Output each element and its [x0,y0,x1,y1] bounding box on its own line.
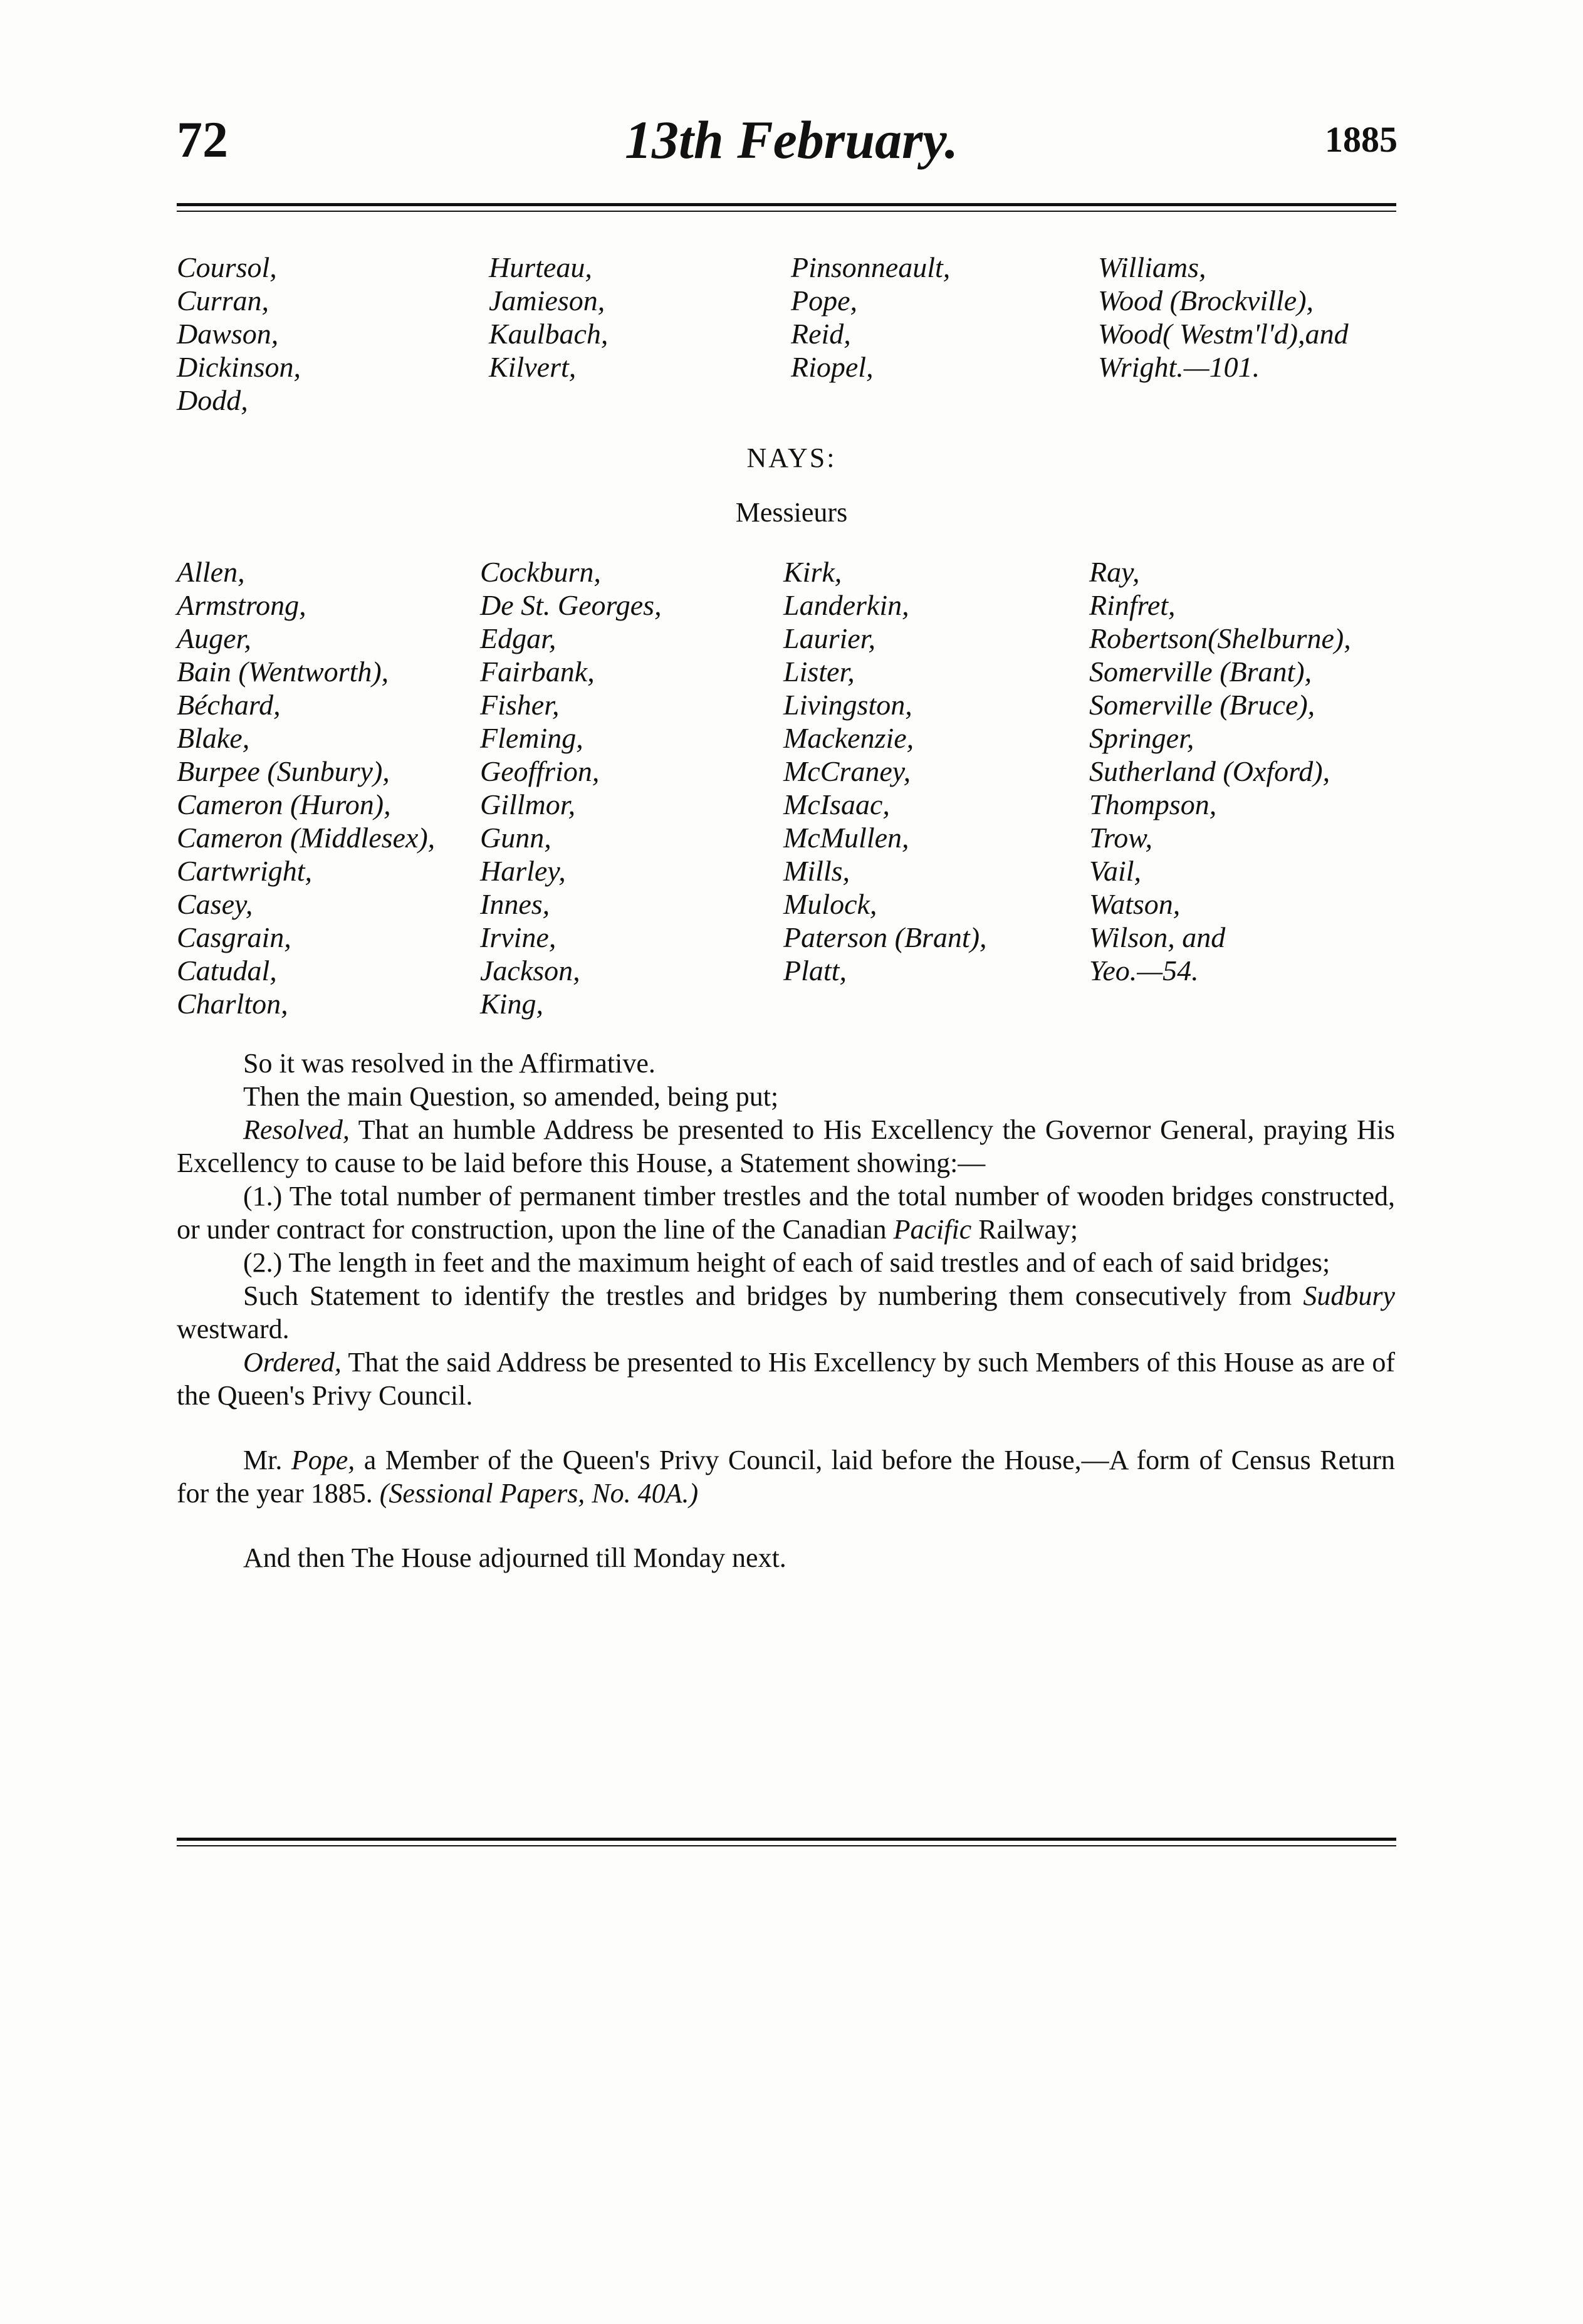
member-name: Sutherland (Oxford), [1089,755,1330,787]
paragraph-statement [177,1279,1395,1346]
yeas-column-1 [177,251,301,417]
paragraph-item-2: (2.) The length in feet and the maximum height of each of said trestles and of each of said bridges; [243,1247,1330,1278]
member-name: Gillmor, [480,788,576,820]
footer-rule-thin [177,1845,1396,1846]
member-name: Auger, [177,622,251,654]
member-name: Wood( Westm'l'd),and [1098,318,1349,350]
member-name: Fairbank, [480,656,595,688]
member-name: Bain (Wentworth), [177,656,389,688]
member-name: McMullen, [783,822,909,854]
member-name: Laurier, [783,622,875,654]
member-name: Watson, [1089,888,1181,920]
member-name: Casgrain, [177,921,291,953]
member-name: Casey, [177,888,253,920]
statement-italic: Sudbury [1303,1280,1395,1311]
member-name: Hurteau, [489,251,592,283]
member-name: Somerville (Bruce), [1089,689,1315,721]
member-name: Gunn, [480,822,551,854]
nays-column-4 [1089,555,1351,987]
member-name: De St. Georges, [480,589,662,621]
nays-heading: NAYS: [746,442,837,473]
member-name: Lister, [783,656,855,688]
census-text-b: a Member of the Queen's Privy Council, laid before the House,—A form of Census Return for the year 1885. [177,1445,1395,1509]
member-name: Riopel, [791,351,874,383]
member-name: Mills, [783,855,850,887]
paragraph-main-question: Then the main Question, so amended, being put; [243,1081,779,1112]
member-name: Platt, [783,955,847,987]
member-name: Kilvert, [489,351,577,383]
page-number: 72 [177,111,228,168]
member-name: Vail, [1089,855,1142,887]
member-name: Somerville (Brant), [1089,656,1312,688]
member-name: Cockburn, [480,556,601,588]
member-name: Cameron (Middlesex), [177,822,436,854]
member-name: Wood (Brockville), [1098,285,1314,317]
paragraph-census-return [177,1443,1395,1510]
nays-column-1 [177,555,435,1020]
member-name: Mackenzie, [783,722,914,754]
member-name: Béchard, [177,689,281,721]
member-name: Springer, [1089,722,1194,754]
member-name: Catudal, [177,955,277,987]
member-name: Fleming, [480,722,583,754]
page-year: 1885 [1325,119,1398,160]
statement-text-a: Such Statement to identify the trestles and bridges by numbering them consecutively from [243,1280,1303,1311]
yeas-column-3 [791,251,950,384]
member-name: King, [480,988,543,1020]
member-name: Blake, [177,722,250,754]
member-name: Dickinson, [177,351,301,383]
member-name: Edgar, [480,622,556,654]
statement-text-b: westward. [177,1314,290,1344]
member-name: Jamieson, [489,285,605,317]
member-name: Kaulbach, [489,318,609,350]
member-name: Burpee (Sunbury), [177,755,390,787]
member-name: Kirk, [783,556,842,588]
census-italic: Pope, [291,1445,355,1475]
member-name: Innes, [480,888,550,920]
page-title: 13th February. [625,110,958,170]
member-name: Charlton, [177,988,288,1020]
paragraph-resolved-affirmative: So it was resolved in the Affirmative. [243,1048,656,1079]
paragraph-adjourned: And then The House adjourned till Monday next. [243,1542,786,1573]
member-name: Ray, [1089,556,1140,588]
header-rule-thick [177,203,1396,206]
paragraph-resolved-address [177,1113,1395,1180]
header-rule-thin [177,211,1396,212]
nays-column-2 [480,555,662,1020]
paragraph-ordered [177,1346,1395,1412]
resolved-text: That an humble Address be presented to His Excellency the Governor General, praying His Excellency to cause to be laid before this House, a Statement showing:— [177,1114,1395,1178]
item-1-italic: Pacific [893,1214,972,1245]
item-1-text-a: (1.) The total number of permanent timber trestles and the total number of wooden bridges constructed, or under contract for construction, upon the line of the Canadian [177,1181,1395,1245]
yeas-column-4 [1098,251,1349,384]
member-name: Thompson, [1089,788,1217,820]
member-name: Cameron (Huron), [177,788,391,820]
member-name: Robertson(Shelburne), [1089,622,1351,654]
member-name: Allen, [177,556,245,588]
member-name: Jackson, [480,955,580,987]
ordered-text: That the said Address be presented to His Excellency by such Members of this House as are of the Queen's Privy Council. [177,1347,1395,1411]
member-name: Pope, [791,285,858,317]
member-name: McIsaac, [783,788,890,820]
member-name: Trow, [1089,822,1153,854]
member-name: Dodd, [177,384,248,416]
member-name: Coursol, [177,251,277,283]
census-reference: (Sessional Papers, No. 40A.) [379,1478,699,1509]
member-name: Geoffrion, [480,755,600,787]
member-name: Irvine, [480,921,556,953]
resolved-lead: Resolved, [243,1114,350,1145]
yeas-column-2 [489,251,608,384]
member-name: Fisher, [480,689,560,721]
member-name: Curran, [177,285,269,317]
nays-column-3 [783,555,987,987]
ordered-lead: Ordered, [243,1347,342,1378]
census-text-a: Mr. [243,1445,291,1475]
member-name: Reid, [791,318,851,350]
member-name: Dawson, [177,318,279,350]
member-name: McCraney, [783,755,911,787]
nays-subheading: Messieurs [735,497,848,528]
member-name: Yeo.—54. [1089,955,1199,987]
paragraph-item-1 [177,1180,1395,1246]
proceedings-text [177,1047,1395,1574]
member-name: Wilson, and [1089,921,1226,953]
member-name: Cartwright, [177,855,313,887]
member-name: Wright.—101. [1098,351,1260,383]
item-1-text-b: Railway; [971,1214,1079,1245]
member-name: Pinsonneault, [791,251,951,283]
member-name: Mulock, [783,888,877,920]
member-name: Livingston, [783,689,912,721]
member-name: Williams, [1098,251,1206,283]
member-name: Landerkin, [783,589,909,621]
member-name: Rinfret, [1089,589,1176,621]
footer-rule-thick [177,1838,1396,1841]
member-name: Paterson (Brant), [783,921,987,953]
member-name: Armstrong, [177,589,306,621]
member-name: Harley, [480,855,566,887]
